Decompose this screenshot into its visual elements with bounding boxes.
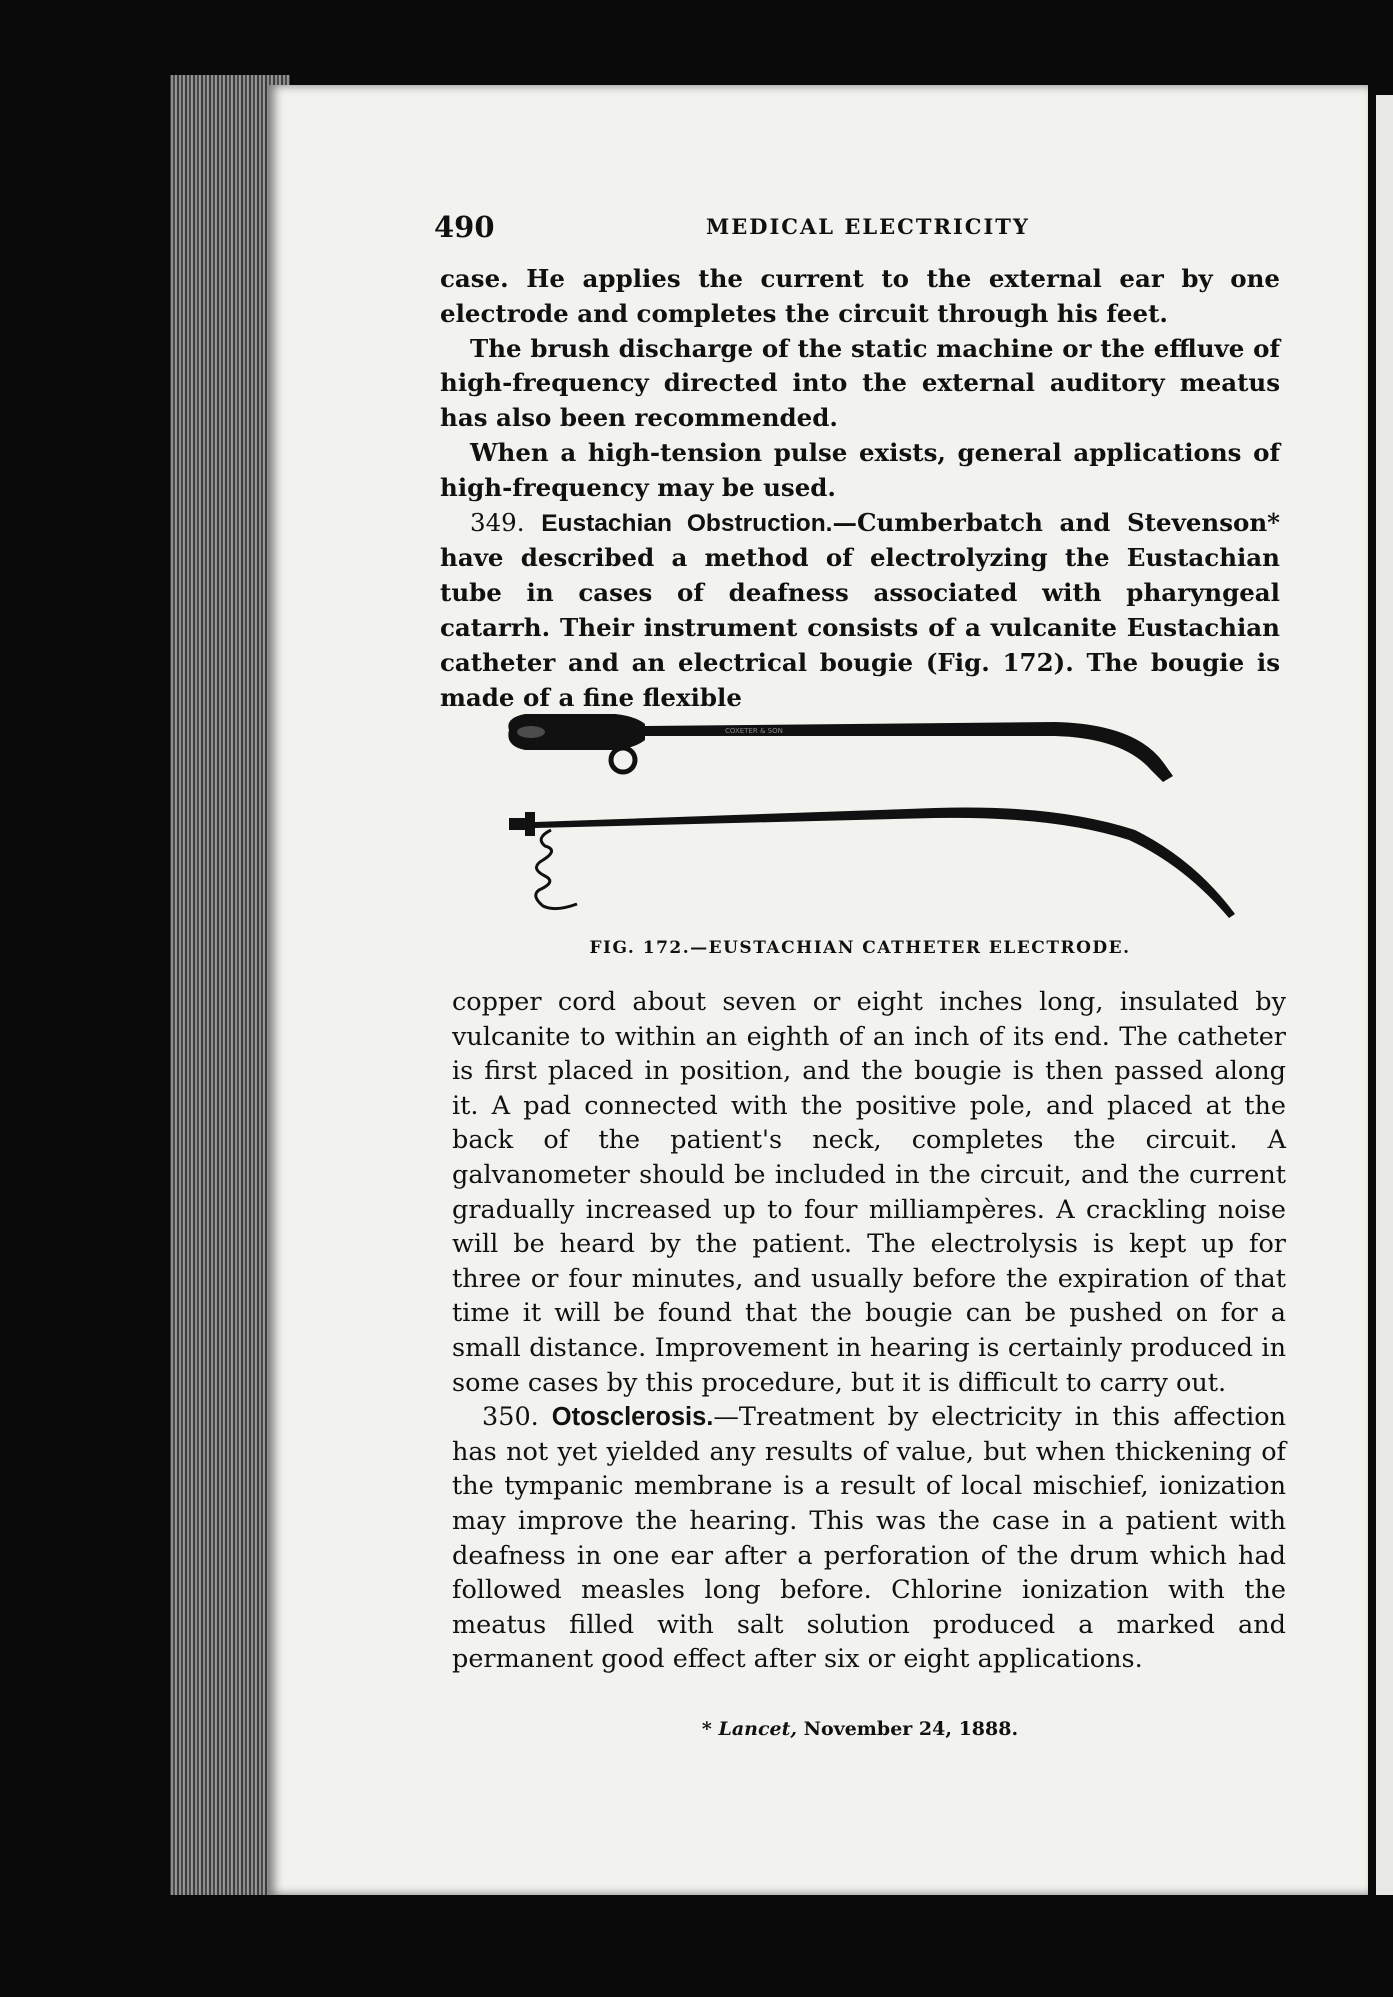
running-head: MEDICAL ELECTRICITY (706, 214, 1030, 239)
page-number: 490 (434, 210, 495, 244)
section-number-350: 350. (482, 1402, 539, 1433)
paragraph-349-text: —Cumberbatch and Stevenson* have described a method of electrolyzing the Eustachian tube in cases of deafness associated with pharyngeal catarrh. Their instrument consists of a vulcanite Eustachian catheter and an electrical bougie (Fig. 172). The bougie is made of a fine flexible (440, 507, 1280, 712)
text-block-bottom (452, 985, 1286, 1677)
footnote-date: November 24, 1888. (803, 1718, 1019, 1740)
paragraph-350-text: —Treatment by electricity in this affection has not yet yielded any results of value, but when thickening of the tympanic membrane is a result of local mischief, ionization may improve the hearing. This was the case in a patient with deafness in one ear after a perforation of the drum which had followed measles long before. Chlorine ionization with the meatus filled with salt solution produced a marked and permanent good effect after six or eight applications. (452, 1402, 1286, 1675)
paragraph-3: When a high-tension pulse exists, general applications of high-frequency may be used. (440, 437, 1280, 502)
text-block-top (440, 262, 1280, 715)
bougie (509, 807, 1235, 918)
section-number-349: 349. (470, 507, 525, 537)
paragraph-349 (440, 506, 1280, 716)
figure-caption: FIG. 172.—EUSTACHIAN CATHETER ELECTRODE. (589, 938, 1131, 958)
catheter (508, 714, 1173, 782)
footnote-marker: * (701, 1718, 712, 1740)
paragraph-2: The brush discharge of the static machine or the effluve of high-frequency directed into the external auditory meatus has also been recommended. (440, 333, 1280, 433)
section-heading-eustachian: Eustachian Obstruction. (541, 509, 833, 537)
page-header (434, 210, 1274, 242)
footnote-journal: Lancet, (718, 1718, 798, 1740)
section-heading-otosclerosis: Otosclerosis. (551, 1403, 714, 1432)
paragraph-350 (452, 1400, 1286, 1677)
maker-mark: COXETER & SON (725, 727, 783, 735)
figure-172 (495, 700, 1235, 930)
paragraph-1: case. He applies the current to the external ear by one electrode and completes the circuit through his feet. (440, 264, 1280, 328)
paragraph-5: copper cord about seven or eight inches long, insulated by vulcanite to within an eighth of an inch of its end. The catheter is first placed in position, and the bougie is then passed along it. A pad connected with the positive pole, and placed at the back of the patient's neck, completes the circuit. A galvanometer should be included in the circuit, and the current gradually increased up to four milliampères. A crackling noise will be heard by the patient. The electrolysis is kept up for three or four minutes, and usually before the expiration of that time it will be found that the bougie can be pushed on for a small distance. Improvement in hearing is certainly produced in some cases by this procedure, but it is difficult to carry out. (452, 987, 1286, 1398)
facing-page-edge (1376, 95, 1393, 1895)
footnote (440, 1718, 1280, 1740)
catheter-electrode-illustration (495, 700, 1235, 930)
